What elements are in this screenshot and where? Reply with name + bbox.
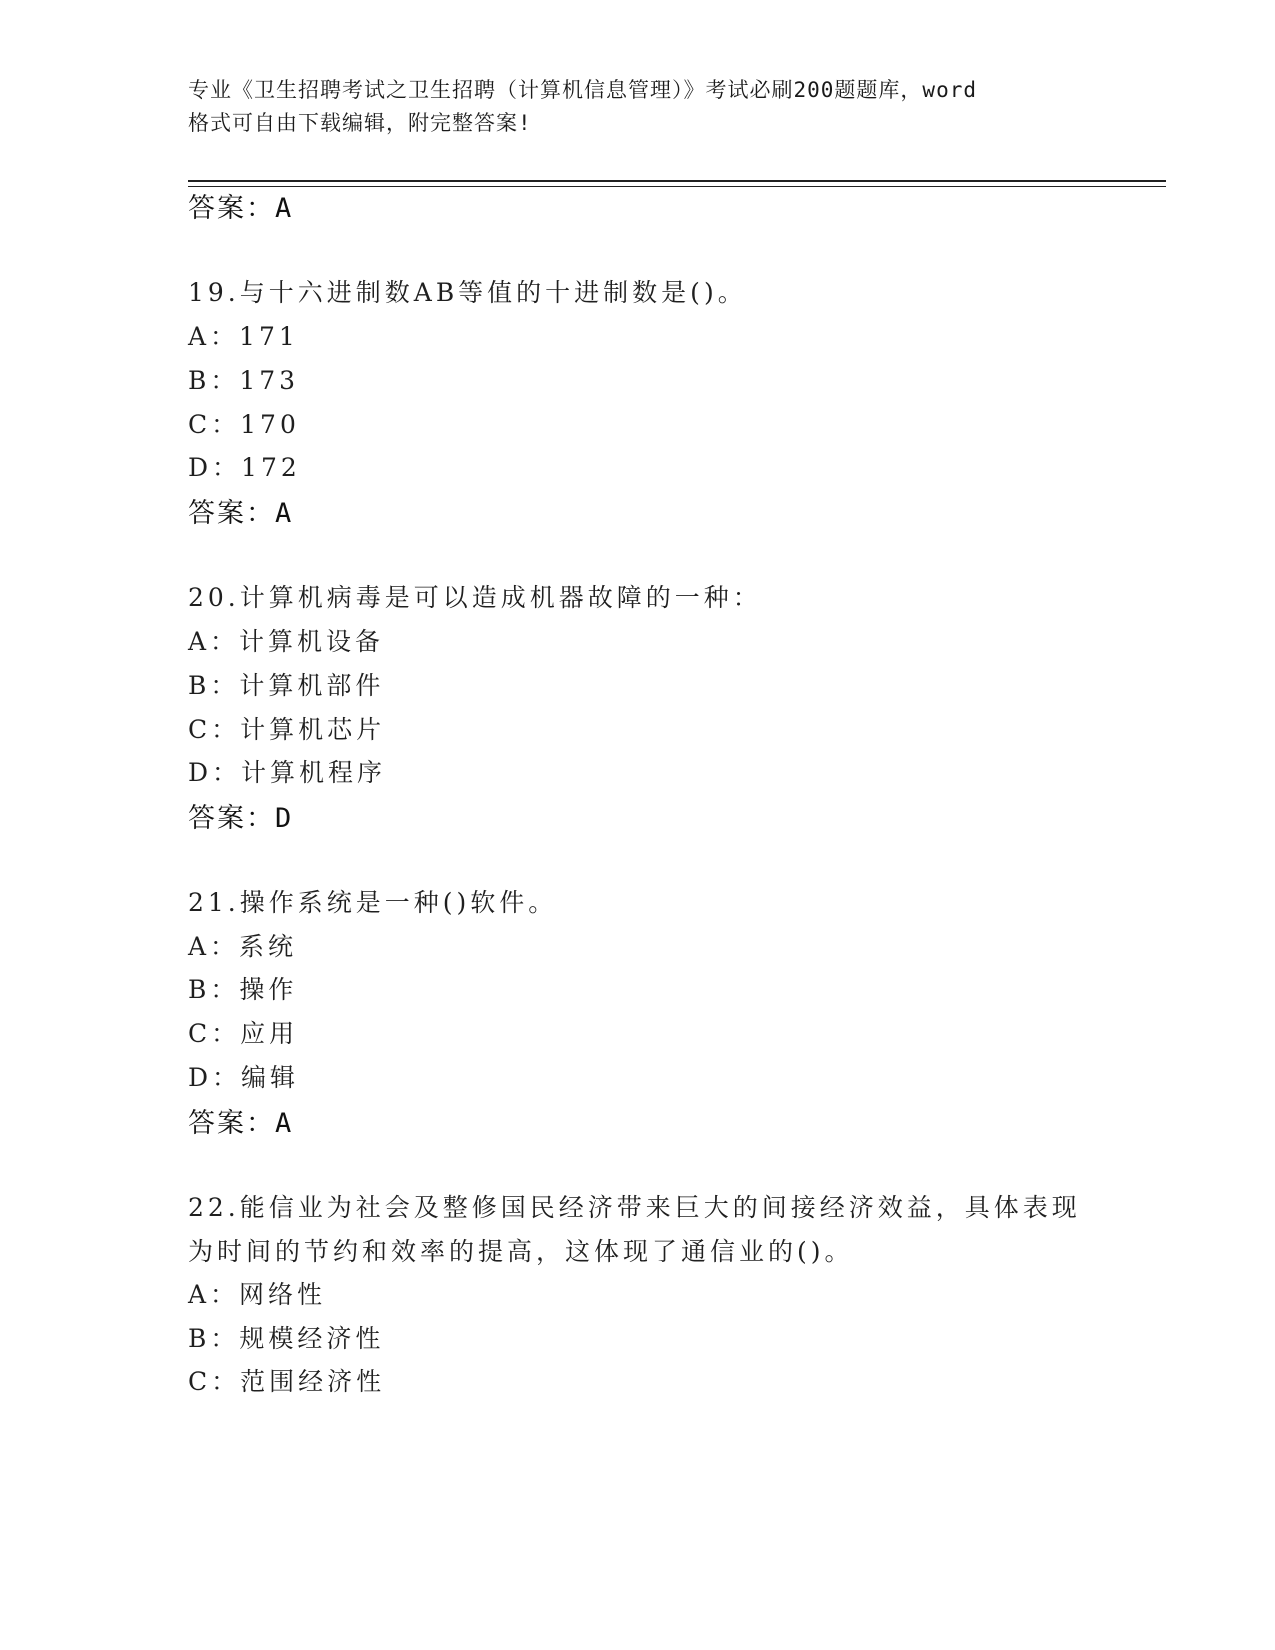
question-19-answer: 答案：A — [188, 498, 294, 529]
question-19-stem: 19.与十六进制数AB等值的十进制数是()。 — [188, 278, 747, 307]
question-21-option-c: C：应用 — [188, 1019, 299, 1048]
header-line-1: 专业《卫生招聘考试之卫生招聘（计算机信息管理）》考试必刷200题题库，word — [188, 78, 977, 102]
header-divider-thick — [188, 180, 1166, 182]
question-21-option-b: B：操作 — [188, 975, 298, 1004]
question-21-stem: 21.操作系统是一种()软件。 — [188, 888, 558, 917]
question-20-option-c: C：计算机芯片 — [188, 715, 386, 744]
header-divider-thin — [188, 186, 1166, 187]
question-22-stem-line-1: 22.能信业为社会及整修国民经济带来巨大的间接经济效益，具体表现 — [188, 1193, 1081, 1222]
document-header — [188, 74, 1088, 140]
question-19-option-d: D：172 — [188, 453, 301, 482]
question-22-stem-line-2: 为时间的节约和效率的提高，这体现了通信业的()。 — [188, 1237, 854, 1266]
question-20-stem: 20.计算机病毒是可以造成机器故障的一种： — [188, 583, 762, 612]
header-line-2: 格式可自由下载编辑，附完整答案! — [188, 111, 532, 135]
question-22-option-c: C：范围经济性 — [188, 1367, 386, 1396]
answer-previous: 答案：A — [188, 193, 294, 224]
question-20-option-d: D：计算机程序 — [188, 758, 387, 787]
question-21-answer: 答案：A — [188, 1108, 294, 1139]
question-22-option-a: A：网络性 — [188, 1280, 327, 1309]
question-19-option-c: C：170 — [188, 410, 300, 439]
question-21-option-a: A：系统 — [188, 932, 298, 961]
question-20-option-b: B：计算机部件 — [188, 671, 385, 700]
question-20-answer: 答案：D — [188, 803, 294, 834]
question-22-option-b: B：规模经济性 — [188, 1324, 385, 1353]
question-19-option-b: B：173 — [188, 366, 300, 395]
question-19-option-a: A：171 — [188, 322, 299, 351]
question-21-option-d: D：编辑 — [188, 1063, 300, 1092]
question-20-option-a: A：计算机设备 — [188, 627, 385, 656]
